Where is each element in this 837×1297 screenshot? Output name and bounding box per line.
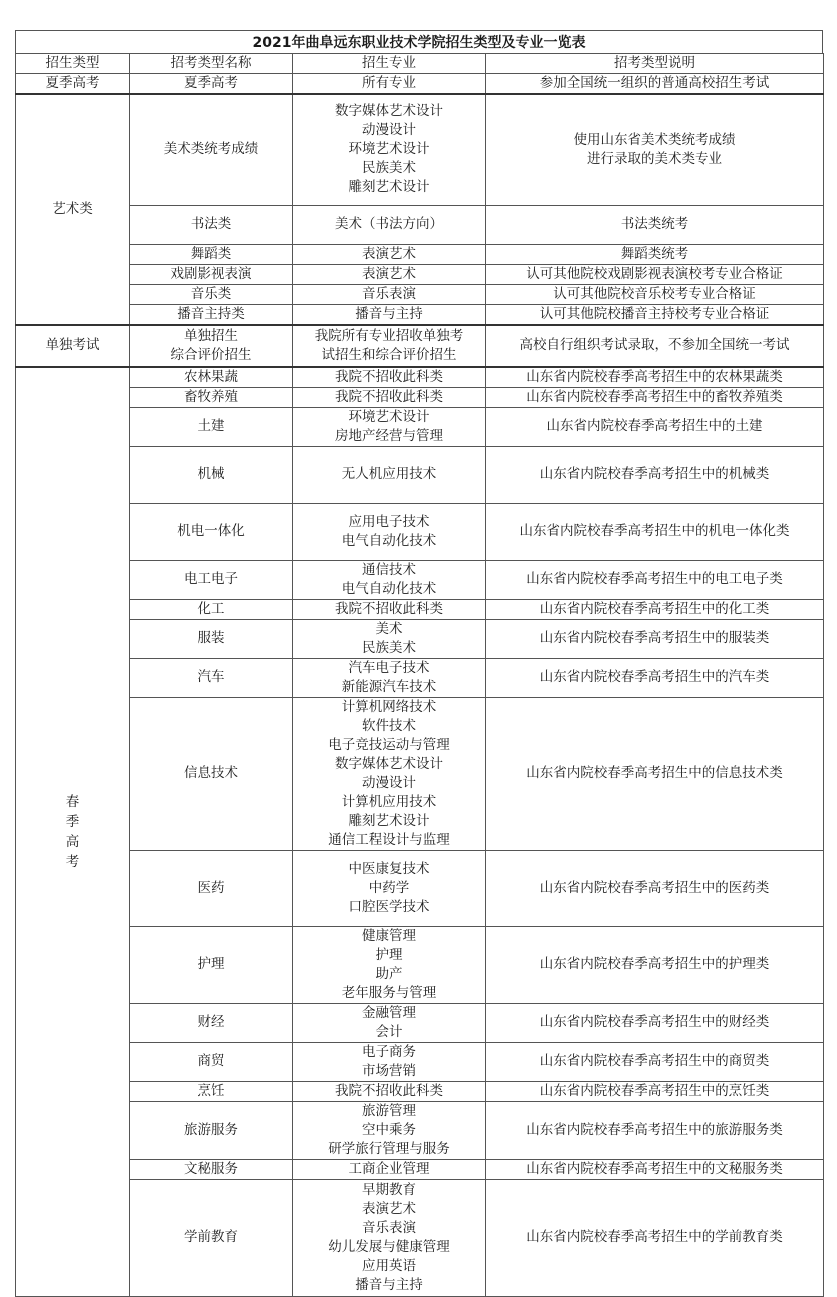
exam-type-cell — [130, 503, 293, 560]
exam-type-cell-line: 夏季高考 — [184, 75, 238, 91]
exam-type-cell — [130, 205, 293, 244]
majors-cell-line: 播音与主持 — [355, 305, 423, 322]
majors-cell-line: 新能源汽车技术 — [341, 678, 437, 695]
description-cell-line: 认可其他院校播音主持校考专业合格证 — [539, 305, 770, 322]
majors-cell-line: 护理 — [375, 946, 403, 963]
majors-cell-line: 通信技术 — [362, 561, 416, 578]
majors-cell-line: 表演艺术 — [362, 265, 416, 282]
description-cell — [486, 619, 824, 658]
description-cell-line: 山东省内院校春季高考招生中的机械类 — [539, 466, 770, 482]
description-cell-line: 山东省内院校春季高考招生中的旅游服务类 — [526, 1121, 783, 1138]
majors-cell — [293, 599, 486, 619]
exam-type-cell — [130, 74, 293, 95]
exam-type-cell — [130, 387, 293, 407]
description-cell — [486, 1081, 824, 1101]
enrollment-table — [15, 53, 824, 1297]
table-row — [16, 926, 824, 1003]
category-cell-line: 考 — [65, 853, 80, 870]
table-row — [16, 697, 824, 850]
majors-cell-line: 我院所有专业招收单独考 — [314, 327, 464, 344]
description-cell-line: 参加全国统一组织的普通高校招生考试 — [539, 75, 770, 91]
majors-cell-line: 环境艺术设计 — [348, 408, 430, 425]
table-row — [16, 1003, 824, 1042]
majors-cell-line: 数字媒体艺术设计 — [335, 103, 443, 120]
category-cell — [16, 367, 130, 1297]
majors-cell — [293, 264, 486, 284]
exam-type-cell — [130, 304, 293, 325]
description-cell-line: 书法类统考 — [620, 216, 689, 232]
exam-type-cell-line: 舞蹈类 — [190, 245, 232, 262]
majors-cell-line: 空中乘务 — [362, 1121, 416, 1138]
description-cell — [486, 503, 824, 560]
table-row — [16, 1159, 824, 1179]
exam-type-cell — [130, 1101, 293, 1159]
exam-type-cell — [130, 1042, 293, 1081]
exam-type-cell — [130, 446, 293, 503]
majors-cell-line: 市场营销 — [362, 1062, 416, 1079]
majors-cell-line: 电气自动化技术 — [341, 580, 437, 597]
description-cell — [486, 1003, 824, 1042]
description-cell-line: 山东省内院校春季高考招生中的畜牧养殖类 — [526, 388, 783, 405]
majors-cell-line: 播音与主持 — [355, 1276, 423, 1293]
majors-cell-line: 所有专业 — [362, 75, 416, 91]
exam-type-cell — [130, 407, 293, 446]
table-row — [16, 264, 824, 284]
majors-cell — [293, 407, 486, 446]
description-cell — [486, 560, 824, 599]
exam-type-cell — [130, 1179, 293, 1296]
exam-type-cell-line: 学前教育 — [184, 1229, 238, 1245]
exam-type-cell-line: 烹饪 — [197, 1082, 225, 1099]
exam-type-cell-line: 音乐类 — [190, 285, 232, 302]
majors-cell — [293, 1101, 486, 1159]
exam-type-cell-line: 化工 — [197, 600, 225, 617]
majors-cell — [293, 560, 486, 599]
description-cell-line: 山东省内院校春季高考招生中的农林果蔬类 — [526, 368, 783, 385]
description-cell-line: 山东省内院校春季高考招生中的护理类 — [539, 956, 770, 972]
majors-cell-line: 雕刻艺术设计 — [348, 179, 430, 196]
description-cell — [486, 325, 824, 367]
header-cell: 招考类型名称 — [130, 54, 293, 74]
description-cell — [486, 1179, 824, 1296]
exam-type-cell-line: 汽车 — [197, 669, 225, 685]
majors-cell — [293, 244, 486, 264]
exam-type-cell — [130, 599, 293, 619]
category-cell — [16, 74, 130, 95]
category-cell — [16, 325, 130, 367]
majors-cell-line: 旅游管理 — [362, 1102, 416, 1119]
exam-type-cell-line: 信息技术 — [184, 765, 238, 781]
table-row — [16, 1179, 824, 1296]
exam-type-cell-line: 综合评价招生 — [170, 346, 252, 363]
exam-type-cell-line: 播音主持类 — [177, 305, 245, 322]
category-cell — [16, 94, 130, 325]
majors-cell — [293, 446, 486, 503]
majors-cell-line: 早期教育 — [362, 1181, 416, 1198]
majors-cell — [293, 1179, 486, 1296]
exam-type-cell — [130, 850, 293, 926]
enrollment-sheet — [15, 30, 823, 1297]
majors-cell — [293, 74, 486, 95]
table-row — [16, 325, 824, 367]
description-cell-line: 山东省内院校春季高考招生中的土建 — [546, 418, 763, 434]
exam-type-cell — [130, 264, 293, 284]
majors-cell-line: 中医康复技术 — [348, 860, 430, 877]
table-row — [16, 205, 824, 244]
description-cell-line: 山东省内院校春季高考招生中的服装类 — [539, 630, 770, 646]
header-cell: 招考类型说明 — [486, 54, 824, 74]
majors-cell-line: 表演艺术 — [362, 1200, 416, 1217]
majors-cell — [293, 658, 486, 697]
exam-type-cell-line: 戏剧影视表演 — [170, 265, 252, 282]
majors-cell-line: 音乐表演 — [362, 1219, 416, 1236]
description-cell — [486, 304, 824, 325]
exam-type-cell-line: 单独招生 — [184, 327, 238, 344]
majors-cell-line: 我院不招收此科类 — [335, 1082, 443, 1099]
description-cell — [486, 1042, 824, 1081]
table-row — [16, 387, 824, 407]
majors-cell-line: 美术 — [375, 620, 403, 637]
description-cell — [486, 264, 824, 284]
majors-cell-line: 我院不招收此科类 — [335, 368, 443, 385]
majors-cell-line: 电子商务 — [362, 1043, 416, 1060]
majors-cell-line: 无人机应用技术 — [341, 466, 437, 482]
majors-cell-line: 美术（书法方向） — [335, 216, 443, 232]
table-row — [16, 367, 824, 388]
header-cell: 招生专业 — [293, 54, 486, 74]
majors-cell-line: 助产 — [375, 965, 403, 982]
exam-type-cell — [130, 325, 293, 367]
majors-cell-line: 通信工程设计与监理 — [328, 831, 450, 848]
majors-cell-line: 金融管理 — [362, 1004, 416, 1021]
majors-cell-line: 动漫设计 — [362, 122, 416, 139]
description-cell — [486, 407, 824, 446]
majors-cell-line: 幼儿发展与健康管理 — [328, 1238, 450, 1255]
description-cell-line: 认可其他院校音乐校考专业合格证 — [553, 285, 756, 302]
majors-cell-line: 房地产经营与管理 — [335, 427, 443, 444]
exam-type-cell — [130, 697, 293, 850]
table-row — [16, 304, 824, 325]
table-row — [16, 560, 824, 599]
description-cell — [486, 1159, 824, 1179]
table-row — [16, 1101, 824, 1159]
majors-cell-line: 民族美术 — [362, 639, 416, 656]
majors-cell — [293, 619, 486, 658]
description-cell-line: 山东省内院校春季高考招生中的电工电子类 — [526, 571, 783, 587]
description-cell — [486, 205, 824, 244]
description-cell-line: 山东省内院校春季高考招生中的信息技术类 — [526, 765, 783, 781]
majors-cell-line: 健康管理 — [362, 927, 416, 944]
majors-cell — [293, 926, 486, 1003]
majors-cell — [293, 387, 486, 407]
exam-type-cell-line: 土建 — [197, 418, 225, 434]
header-cell: 招生类型 — [16, 54, 130, 74]
majors-cell-line: 试招生和综合评价招生 — [321, 346, 457, 363]
category-cell-line: 艺术类 — [52, 200, 93, 217]
description-cell-line: 山东省内院校春季高考招生中的化工类 — [539, 600, 770, 617]
exam-type-cell — [130, 619, 293, 658]
exam-type-cell — [130, 1081, 293, 1101]
table-row — [16, 658, 824, 697]
majors-cell-line: 计算机网络技术 — [341, 698, 437, 715]
description-cell-line: 山东省内院校春季高考招生中的汽车类 — [539, 669, 770, 685]
majors-cell-line: 应用电子技术 — [348, 513, 430, 530]
majors-cell — [293, 94, 486, 205]
description-cell — [486, 74, 824, 95]
sheet-title: 2021年曲阜远东职业技术学院招生类型及专业一览表 — [15, 30, 823, 53]
majors-cell-line: 计算机应用技术 — [341, 793, 437, 810]
description-cell — [486, 926, 824, 1003]
description-cell-line: 山东省内院校春季高考招生中的烹饪类 — [539, 1082, 770, 1099]
majors-cell — [293, 205, 486, 244]
majors-cell-line: 软件技术 — [362, 717, 416, 734]
majors-cell — [293, 1042, 486, 1081]
majors-cell — [293, 304, 486, 325]
majors-cell-line: 会计 — [375, 1023, 403, 1040]
exam-type-cell — [130, 658, 293, 697]
exam-type-cell-line: 电工电子 — [184, 571, 238, 587]
majors-cell-line: 老年服务与管理 — [341, 984, 437, 1001]
majors-cell-line: 动漫设计 — [362, 774, 416, 791]
table-row — [16, 1081, 824, 1101]
exam-type-cell-line: 财经 — [197, 1014, 225, 1030]
majors-cell-line: 研学旅行管理与服务 — [328, 1140, 450, 1157]
exam-type-cell — [130, 560, 293, 599]
description-cell-line: 舞蹈类统考 — [620, 245, 689, 262]
description-cell-line: 高校自行组织考试录取，不参加全国统一考试 — [519, 337, 790, 353]
majors-cell — [293, 1159, 486, 1179]
description-cell — [486, 1101, 824, 1159]
exam-type-cell — [130, 1159, 293, 1179]
description-cell — [486, 658, 824, 697]
exam-type-cell-line: 医药 — [197, 879, 225, 896]
exam-type-cell — [130, 244, 293, 264]
description-cell — [486, 446, 824, 503]
majors-cell-line: 环境艺术设计 — [348, 141, 430, 158]
exam-type-cell-line: 护理 — [197, 956, 225, 972]
majors-cell — [293, 367, 486, 388]
exam-type-cell-line: 文秘服务 — [184, 1160, 238, 1177]
exam-type-cell — [130, 1003, 293, 1042]
table-row — [16, 74, 824, 95]
table-row — [16, 503, 824, 560]
description-cell-line: 山东省内院校春季高考招生中的财经类 — [539, 1014, 770, 1030]
majors-cell — [293, 1003, 486, 1042]
exam-type-cell — [130, 284, 293, 304]
majors-cell — [293, 503, 486, 560]
table-row — [16, 619, 824, 658]
majors-cell — [293, 850, 486, 926]
description-cell-line: 山东省内院校春季高考招生中的医药类 — [539, 879, 770, 896]
majors-cell-line: 表演艺术 — [362, 245, 416, 262]
majors-cell-line: 口腔医学技术 — [348, 898, 430, 915]
exam-type-cell-line: 服装 — [197, 630, 225, 646]
majors-cell-line: 我院不招收此科类 — [335, 600, 443, 617]
table-row — [16, 1042, 824, 1081]
exam-type-cell-line: 畜牧养殖 — [184, 388, 238, 405]
description-cell-line: 山东省内院校春季高考招生中的商贸类 — [539, 1053, 770, 1069]
exam-type-cell — [130, 367, 293, 388]
majors-cell — [293, 697, 486, 850]
table-row — [16, 446, 824, 503]
description-cell-line: 山东省内院校春季高考招生中的文秘服务类 — [526, 1160, 783, 1177]
majors-cell-line: 电气自动化技术 — [341, 532, 437, 549]
majors-cell-line: 汽车电子技术 — [348, 659, 430, 676]
table-row — [16, 407, 824, 446]
header-row — [16, 54, 824, 74]
table-row — [16, 244, 824, 264]
exam-type-cell-line: 美术类统考成绩 — [163, 141, 259, 158]
majors-cell-line: 民族美术 — [362, 160, 416, 177]
table-row — [16, 850, 824, 926]
category-cell-line: 单独考试 — [45, 337, 100, 353]
exam-type-cell-line: 商贸 — [197, 1053, 225, 1069]
description-cell — [486, 850, 824, 926]
table-row — [16, 94, 824, 205]
majors-cell-line: 音乐表演 — [362, 285, 416, 302]
majors-cell — [293, 1081, 486, 1101]
majors-cell — [293, 325, 486, 367]
category-cell-line: 春 — [65, 793, 80, 810]
description-cell — [486, 244, 824, 264]
exam-type-cell — [130, 926, 293, 1003]
category-cell-line: 季 — [65, 813, 80, 830]
description-cell-line: 山东省内院校春季高考招生中的机电一体化类 — [519, 523, 790, 539]
category-cell-line: 夏季高考 — [45, 75, 100, 91]
majors-cell — [293, 284, 486, 304]
description-cell — [486, 697, 824, 850]
description-cell-line: 山东省内院校春季高考招生中的学前教育类 — [526, 1229, 783, 1245]
table-row — [16, 599, 824, 619]
description-cell-line: 认可其他院校戏剧影视表演校考专业合格证 — [526, 265, 783, 282]
exam-type-cell-line: 农林果蔬 — [184, 368, 238, 385]
majors-cell-line: 应用英语 — [362, 1257, 416, 1274]
description-cell-line: 进行录取的美术类专业 — [587, 150, 722, 167]
exam-type-cell — [130, 94, 293, 205]
majors-cell-line: 雕刻艺术设计 — [348, 812, 430, 829]
majors-cell-line: 电子竞技运动与管理 — [328, 736, 450, 753]
description-cell — [486, 94, 824, 205]
majors-cell-line: 我院不招收此科类 — [335, 388, 443, 405]
majors-cell-line: 中药学 — [368, 879, 410, 896]
majors-cell-line: 工商企业管理 — [348, 1160, 430, 1177]
description-cell-line: 使用山东省美术类统考成绩 — [573, 131, 736, 148]
majors-cell-line: 数字媒体艺术设计 — [335, 755, 443, 772]
description-cell — [486, 599, 824, 619]
exam-type-cell-line: 书法类 — [190, 216, 232, 232]
exam-type-cell-line: 机械 — [197, 466, 225, 482]
table-row — [16, 284, 824, 304]
description-cell — [486, 387, 824, 407]
description-cell — [486, 367, 824, 388]
category-cell-line: 高 — [65, 833, 80, 850]
exam-type-cell-line: 旅游服务 — [184, 1121, 238, 1138]
exam-type-cell-line: 机电一体化 — [177, 523, 245, 539]
description-cell — [486, 284, 824, 304]
